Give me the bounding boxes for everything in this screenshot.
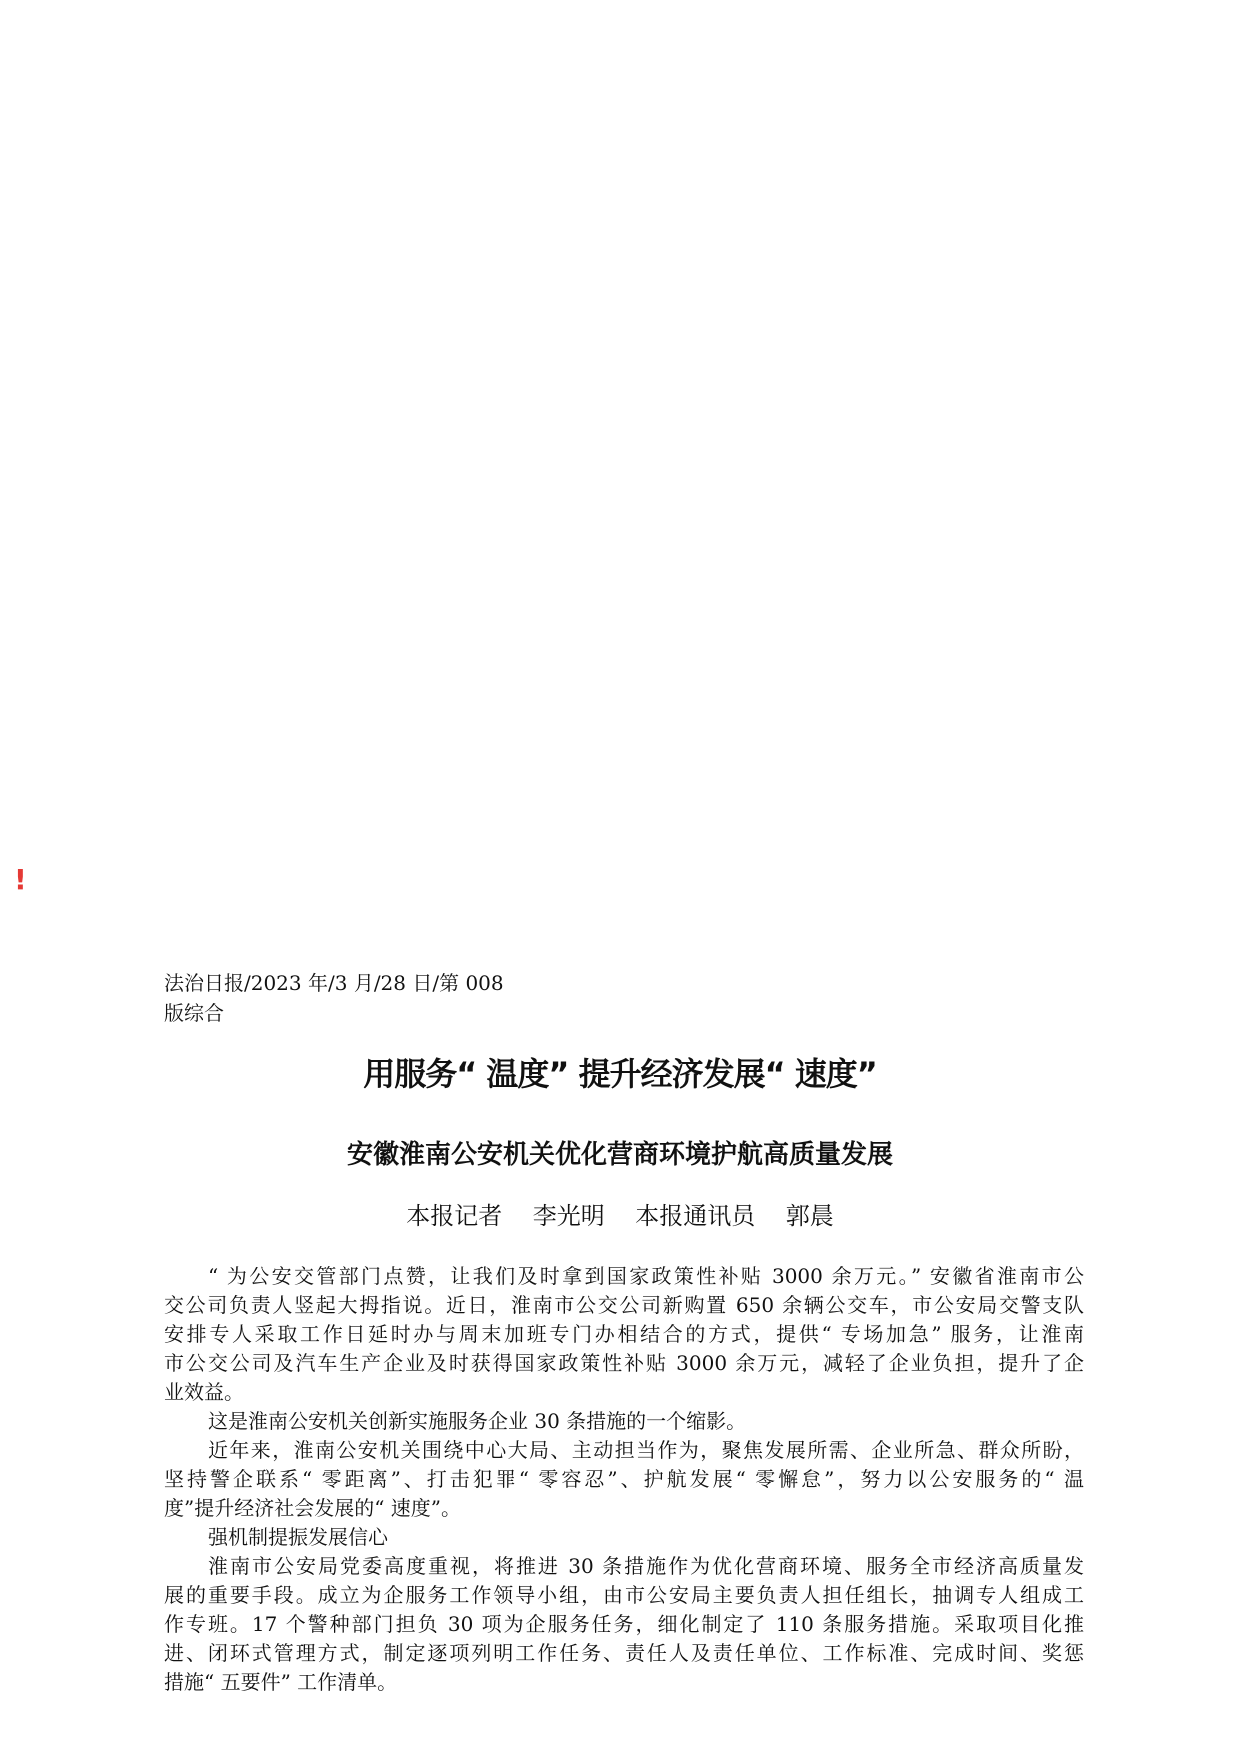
publication-info-line-1: 法治日报/2023 年/3 月/28 日/第 008 [164, 971, 504, 995]
text-line: 市公交公司及汽车生产企业及时获得国家政策性补贴 3000 余万元，减轻了企业负担，提升了企 [164, 1351, 1084, 1375]
text-line: 业效益。 [164, 1380, 244, 1404]
text-line: “ 为公安交管部门点赞，让我们及时拿到国家政策性补贴 3000 余万元。” 安徽省淮南市公 [208, 1264, 1084, 1288]
text-line: 这是淮南公安机关创新实施服务企业 30 条措施的一个缩影。 [208, 1409, 747, 1433]
paragraph-2 [164, 1407, 1084, 1436]
article-title: 用服务“ 温度” 提升经济发展“ 速度” [363, 1055, 877, 1093]
section-heading [164, 1523, 1084, 1552]
warning-mark: ! [14, 863, 27, 896]
text-line: 作专班。17 个警种部门担负 30 项为企服务任务，细化制定了 110 条服务措施。采取项目化推 [164, 1612, 1084, 1636]
text-line: 度”提升经济社会发展的“ 速度”。 [164, 1496, 462, 1520]
text-line: 淮南市公安局党委高度重视，将推进 30 条措施作为优化营商环境、服务全市经济高质量发 [208, 1554, 1084, 1578]
text-line: 近年来，淮南公安机关围绕中心大局、主动担当作为，聚焦发展所需、企业所急、群众所盼， [208, 1438, 1084, 1462]
article-subtitle: 安徽淮南公安机关优化营商环境护航高质量发展 [346, 1140, 893, 1170]
publication-info [164, 968, 504, 1028]
text-line: 展的重要手段。成立为企服务工作领导小组，由市公安局主要负责人担任组长，抽调专人组成工 [164, 1583, 1084, 1607]
paragraph-4 [164, 1552, 1084, 1697]
paragraph-1 [164, 1262, 1084, 1407]
text-line: 安排专人采取工作日延时办与周末加班专门办相结合的方式，提供“ 专场加急” 服务，让淮南 [164, 1322, 1084, 1346]
section-heading-text: 强机制提振发展信心 [208, 1525, 388, 1549]
paragraph-3 [164, 1436, 1084, 1523]
text-line: 措施“ 五要件” 工作清单。 [164, 1670, 398, 1694]
text-line: 交公司负责人竖起大拇指说。近日，淮南市公交公司新购置 650 余辆公交车，市公安局交警支队 [164, 1293, 1084, 1317]
article-byline: 本报记者 李光明 本报通讯员 郭晨 [406, 1202, 834, 1230]
publication-info-line-2: 版综合 [164, 1001, 224, 1025]
article-body [164, 1262, 1084, 1697]
text-line: 坚持警企联系“ 零距离”、打击犯罪“ 零容忍”、护航发展“ 零懈怠”，努力以公安服务的“ 温 [164, 1467, 1084, 1491]
text-line: 进、闭环式管理方式，制定逐项列明工作任务、责任人及责任单位、工作标准、完成时间、奖惩 [164, 1641, 1084, 1665]
